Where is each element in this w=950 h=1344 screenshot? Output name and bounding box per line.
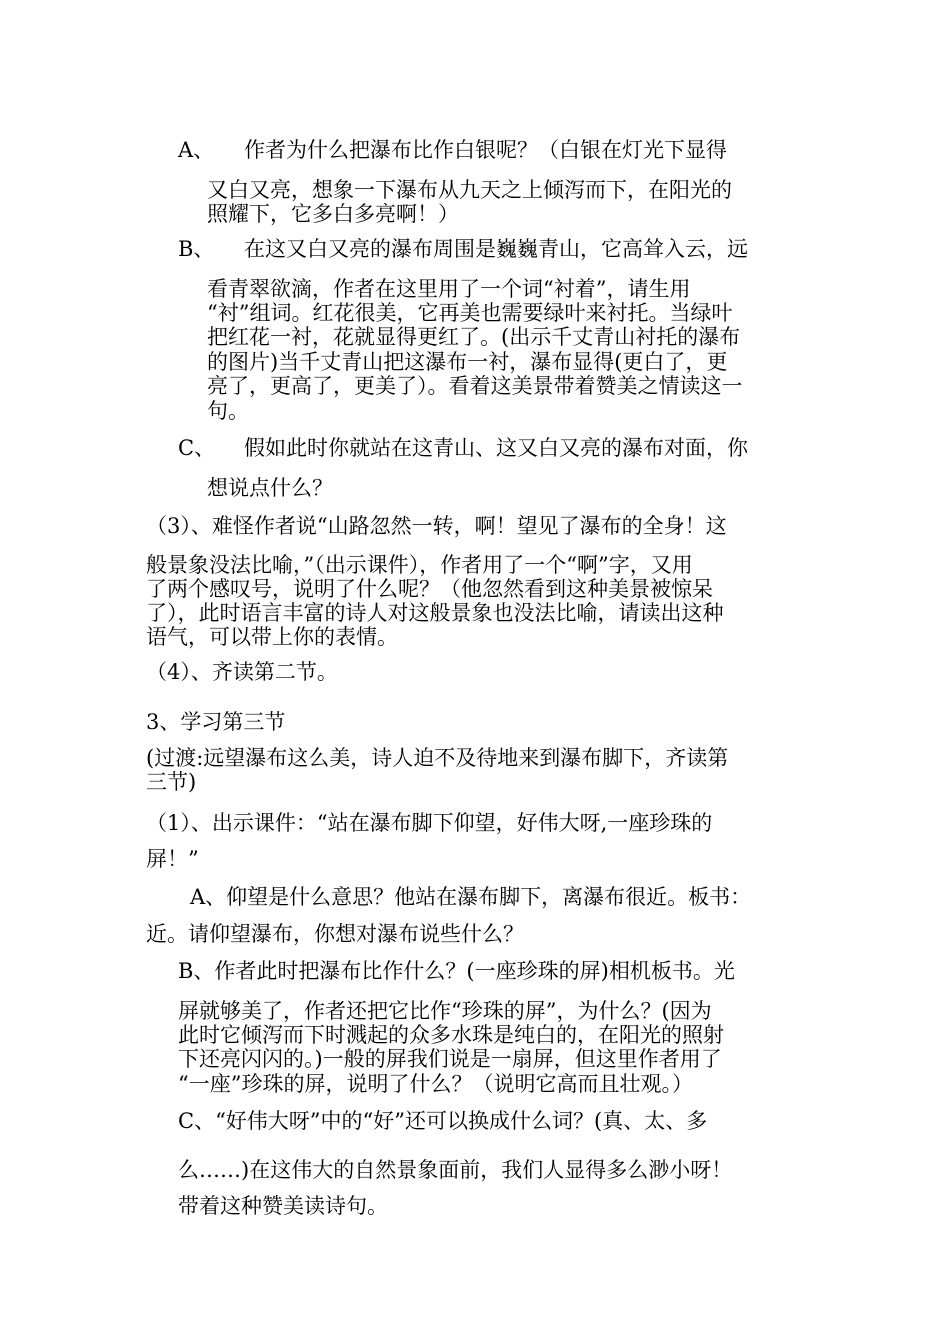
paragraph-line: B、作者此时把瀑布比作什么？(一座珍珠的屏)相机板书。光	[178, 959, 735, 983]
list-marker-b: B、	[178, 237, 215, 261]
paragraph-line: 看青翠欲滴，作者在这里用了一个词“衬着”，请生用	[207, 277, 691, 301]
paragraph-line: 屏！”	[146, 847, 199, 871]
list-marker-a: A、	[178, 138, 215, 162]
paragraph-line: C、“好伟大呀”中的“好”还可以换成什么词？(真、太、多	[178, 1109, 708, 1133]
paragraph-line: “一座”珍珠的屏，说明了什么？（说明它高而且壮观。）	[178, 1072, 693, 1096]
paragraph-line: “衬”组词。红花很美，它再美也需要绿叶来衬托。当绿叶	[207, 301, 733, 325]
paragraph-line: 照耀下，它多白多亮啊！）	[207, 202, 459, 226]
paragraph-line: （1）、出示课件：“站在瀑布脚下仰望，好伟大呀,一座珍珠的	[146, 811, 713, 835]
paragraph-line: （4）、齐读第二节。	[146, 660, 338, 684]
list-marker-c: C、	[178, 436, 216, 460]
paragraph-line: 此时它倾泻而下时溅起的众多水珠是纯白的，在阳光的照射	[178, 1023, 724, 1047]
paragraph-line: 三节)	[146, 770, 197, 794]
paragraph-line: 句。	[207, 399, 249, 423]
paragraph-line: 带着这种赞美读诗句。	[178, 1194, 388, 1218]
paragraph-line: 把红花一衬，花就显得更红了。(出示千丈青山衬托的瀑布	[207, 325, 741, 349]
paragraph-line: 在这又白又亮的瀑布周围是巍巍青山，它高耸入云，远	[244, 237, 748, 261]
paragraph-line: 了两个感叹号，说明了什么呢？（他忽然看到这种美景被惊呆	[146, 577, 713, 601]
paragraph-line: 又白又亮，想象一下瀑布从九天之上倾泻而下，在阳光的	[207, 178, 732, 202]
paragraph-line: 下还亮闪闪的。)一般的屏我们说是一扇屏，但这里作者用了	[178, 1047, 722, 1071]
paragraph-line: 想说点什么？	[207, 476, 333, 500]
paragraph-line: 的图片)当千丈青山把这瀑布一衬，瀑布显得(更白了，更	[207, 350, 728, 374]
paragraph-line: 么……)在这伟大的自然景象面前，我们人显得多么渺小呀！	[178, 1158, 733, 1182]
paragraph-line: 屏就够美了，作者还把它比作“珍珠的屏”，为什么？(因为	[178, 999, 712, 1023]
paragraph-line: 近。请仰望瀑布，你想对瀑布说些什么？	[146, 922, 524, 946]
paragraph-line: A、仰望是什么意思？他站在瀑布脚下，离瀑布很近。板书：	[190, 885, 752, 909]
paragraph-line: 亮了，更高了，更美了）。看着这美景带着赞美之情读这一	[207, 374, 743, 398]
paragraph-line: 作者为什么把瀑布比作白银呢？（白银在灯光下显得	[244, 138, 727, 162]
paragraph-line: (过渡:远望瀑布这么美，诗人迫不及待地来到瀑布脚下，齐读第	[146, 746, 729, 770]
paragraph-line: 假如此时你就站在这青山、这又白又亮的瀑布对面，你	[244, 436, 748, 460]
paragraph-line: 语气，可以带上你的表情。	[146, 625, 398, 649]
paragraph-line: 般景象没法比喻，”（出示课件），作者用了一个“啊”字，又用	[146, 553, 693, 577]
paragraph-line: 了），此时语言丰富的诗人对这般景象也没法比喻，请读出这种	[146, 601, 724, 625]
paragraph-line: （3）、难怪作者说“山路忽然一转，啊！望见了瀑布的全身！这	[146, 514, 727, 538]
section-heading: 3、学习第三节	[146, 710, 286, 734]
